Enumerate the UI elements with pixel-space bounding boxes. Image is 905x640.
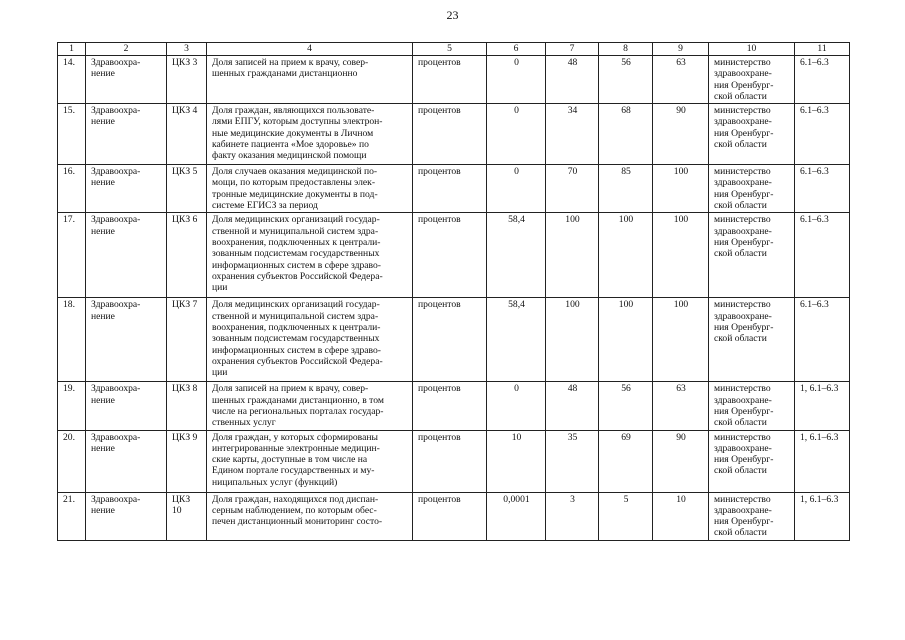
sphere-cell: Здравоохра- нение: [86, 492, 167, 540]
sphere-cell: Здравоохра- нение: [86, 165, 167, 213]
responsible-cell: министерство здравоохране- ния Оренбург- ской области: [709, 213, 795, 298]
unit-cell: процентов: [413, 56, 487, 104]
indicator-code: ЦКЗ 5: [167, 165, 207, 213]
indicator-name: Доля случаев оказания медицинской по- мощи, по которым предоставлены элек- тронные медицинские документы в под- системе ЕГИСЗ за период: [207, 165, 413, 213]
value-col8: 56: [599, 56, 653, 104]
unit-cell: процентов: [413, 213, 487, 298]
indicator-name: Доля записей на прием к врачу, совер- шенных гражданами дистанционно: [207, 56, 413, 104]
value-col8: 68: [599, 104, 653, 165]
header-cell: 1: [58, 43, 86, 56]
row-number: 20.: [58, 430, 86, 492]
value-col7: 100: [546, 213, 599, 298]
value-col6: 0: [487, 56, 546, 104]
sphere-cell: Здравоохра- нение: [86, 382, 167, 430]
indicator-name: Доля медицинских организаций государ- ственной и муниципальной систем здра- воохранения, подключенных к централи- зованным подсистемам государственных информационных систем в сфере здраво- охранения субъектов Российской Федера- ции: [207, 213, 413, 298]
table-row: [58, 382, 850, 430]
row-number: 19.: [58, 382, 86, 430]
unit-cell: процентов: [413, 298, 487, 382]
sphere-cell: Здравоохра- нение: [86, 430, 167, 492]
reference-cell: 6.1–6.3: [795, 165, 850, 213]
table-row: [58, 165, 850, 213]
header-cell: 4: [207, 43, 413, 56]
header-row: [58, 43, 850, 56]
header-cell: 8: [599, 43, 653, 56]
value-col6: 0,0001: [487, 492, 546, 540]
unit-cell: процентов: [413, 430, 487, 492]
indicator-code: ЦКЗ 3: [167, 56, 207, 104]
reference-cell: 1, 6.1–6.3: [795, 382, 850, 430]
value-col9: 90: [653, 104, 709, 165]
header-cell: 3: [167, 43, 207, 56]
header-cell: 2: [86, 43, 167, 56]
reference-cell: 6.1–6.3: [795, 298, 850, 382]
value-col6: 58,4: [487, 213, 546, 298]
responsible-cell: министерство здравоохране- ния Оренбург- ской области: [709, 382, 795, 430]
indicator-code: ЦКЗ 8: [167, 382, 207, 430]
row-number: 18.: [58, 298, 86, 382]
table-row: [58, 430, 850, 492]
value-col7: 48: [546, 56, 599, 104]
value-col8: 56: [599, 382, 653, 430]
value-col6: 0: [487, 382, 546, 430]
sphere-cell: Здравоохра- нение: [86, 213, 167, 298]
table-row: [58, 56, 850, 104]
value-col9: 100: [653, 213, 709, 298]
header-cell: 5: [413, 43, 487, 56]
row-number: 17.: [58, 213, 86, 298]
row-number: 16.: [58, 165, 86, 213]
reference-cell: 1, 6.1–6.3: [795, 492, 850, 540]
indicator-code: ЦКЗ 7: [167, 298, 207, 382]
row-number: 21.: [58, 492, 86, 540]
value-col9: 100: [653, 298, 709, 382]
value-col7: 70: [546, 165, 599, 213]
value-col9: 10: [653, 492, 709, 540]
indicator-name: Доля граждан, являющихся пользовате- лями ЕПГУ, которым доступны электрон- ные медицинские документы в Личном кабинете пациента «Мое здоровье» по факту оказания медицинской помощи: [207, 104, 413, 165]
value-col9: 63: [653, 56, 709, 104]
unit-cell: процентов: [413, 492, 487, 540]
responsible-cell: министерство здравоохране- ния Оренбург- ской области: [709, 56, 795, 104]
header-cell: 9: [653, 43, 709, 56]
value-col9: 63: [653, 382, 709, 430]
header-cell: 7: [546, 43, 599, 56]
responsible-cell: министерство здравоохране- ния Оренбург- ской области: [709, 165, 795, 213]
value-col6: 0: [487, 104, 546, 165]
indicator-name: Доля граждан, у которых сформированы интегрированные электронные медицин- ские карты, доступные в том числе на Едином портале государственных и му- ниципальных услуг (функций): [207, 430, 413, 492]
indicator-code: ЦКЗ 9: [167, 430, 207, 492]
responsible-cell: министерство здравоохране- ния Оренбург- ской области: [709, 430, 795, 492]
indicator-name: Доля записей на прием к врачу, совер- шенных гражданами дистанционно, в том числе на региональных порталах государ- ственных услуг: [207, 382, 413, 430]
row-number: 15.: [58, 104, 86, 165]
reference-cell: 6.1–6.3: [795, 213, 850, 298]
value-col8: 69: [599, 430, 653, 492]
unit-cell: процентов: [413, 104, 487, 165]
indicator-code: ЦКЗ 4: [167, 104, 207, 165]
header-cell: 10: [709, 43, 795, 56]
indicator-code: ЦКЗ 10: [167, 492, 207, 540]
table-row: [58, 104, 850, 165]
value-col9: 100: [653, 165, 709, 213]
sphere-cell: Здравоохра- нение: [86, 104, 167, 165]
value-col8: 85: [599, 165, 653, 213]
reference-cell: 1, 6.1–6.3: [795, 430, 850, 492]
unit-cell: процентов: [413, 382, 487, 430]
value-col6: 10: [487, 430, 546, 492]
value-col7: 100: [546, 298, 599, 382]
page-number: 23: [446, 8, 459, 22]
responsible-cell: министерство здравоохране- ния Оренбург- ской области: [709, 492, 795, 540]
value-col6: 0: [487, 165, 546, 213]
value-col8: 100: [599, 213, 653, 298]
sphere-cell: Здравоохра- нение: [86, 56, 167, 104]
row-number: 14.: [58, 56, 86, 104]
indicators-table: [57, 42, 850, 541]
responsible-cell: министерство здравоохране- ния Оренбург- ской области: [709, 104, 795, 165]
indicator-name: Доля граждан, находящихся под диспан- серным наблюдением, по которым обес- печен дистанционный мониторинг состо-: [207, 492, 413, 540]
reference-cell: 6.1–6.3: [795, 104, 850, 165]
responsible-cell: министерство здравоохране- ния Оренбург- ской области: [709, 298, 795, 382]
table-row: [58, 492, 850, 540]
table-row: [58, 213, 850, 298]
value-col9: 90: [653, 430, 709, 492]
unit-cell: процентов: [413, 165, 487, 213]
value-col7: 48: [546, 382, 599, 430]
header-cell: 11: [795, 43, 850, 56]
table-row: [58, 298, 850, 382]
value-col8: 5: [599, 492, 653, 540]
value-col7: 34: [546, 104, 599, 165]
value-col6: 58,4: [487, 298, 546, 382]
indicator-name: Доля медицинских организаций государ- ственной и муниципальной систем здра- воохранения, подключенных к централи- зованным подсистемам государственных информационных систем в сфере здраво- охранения субъектов Российской Федера- ции: [207, 298, 413, 382]
value-col7: 35: [546, 430, 599, 492]
value-col7: 3: [546, 492, 599, 540]
sphere-cell: Здравоохра- нение: [86, 298, 167, 382]
header-cell: 6: [487, 43, 546, 56]
reference-cell: 6.1–6.3: [795, 56, 850, 104]
indicator-code: ЦКЗ 6: [167, 213, 207, 298]
value-col8: 100: [599, 298, 653, 382]
